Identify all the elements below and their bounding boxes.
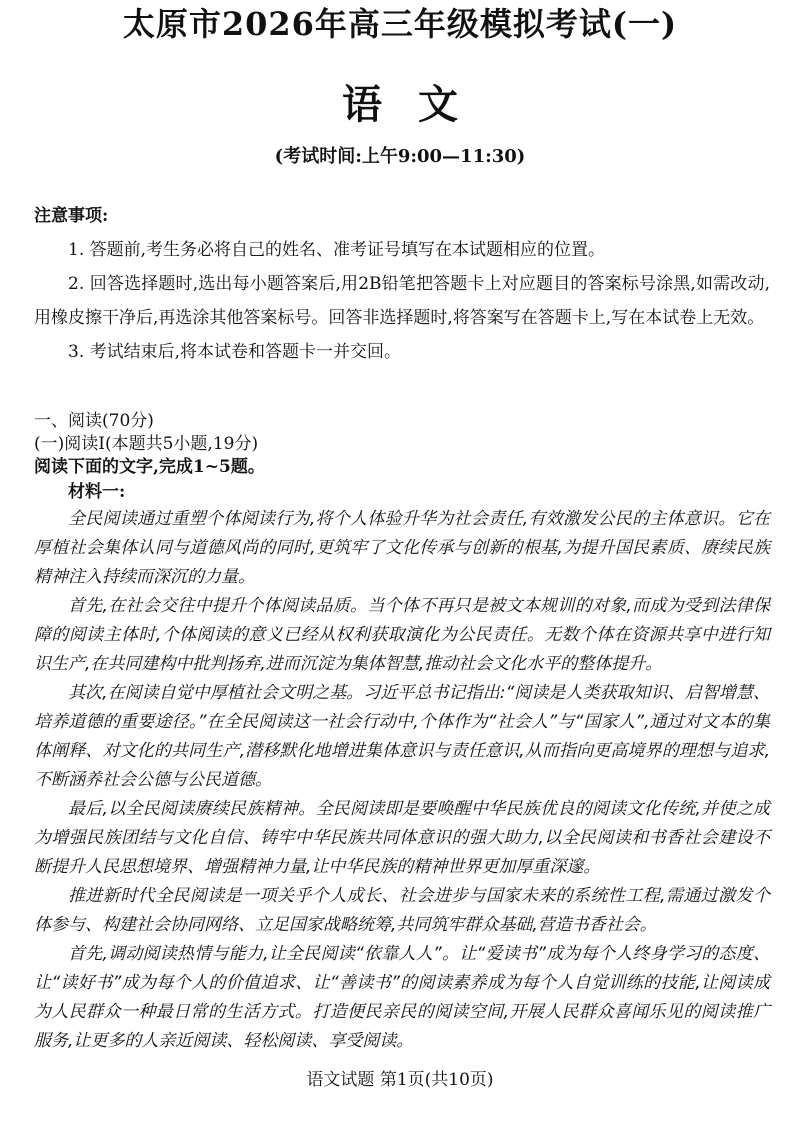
page-footer: 语文试题 第1页(共10页) bbox=[306, 1070, 494, 1090]
part-heading: 一、阅读(70分) bbox=[34, 411, 154, 431]
notice-item-3: 3. 考试结束后,将本试卷和答题卡一并交回。 bbox=[68, 342, 402, 362]
notice-item-2: 2. 回答选择题时,选出每小题答案后,用2B铅笔把答题卡上对应题目的答案标号涂黑,如需改动,用橡皮擦干净后,再选涂其他答案标号。回答非选择题时,将答案写在答题卡上,写在本试卷上无效。 bbox=[34, 274, 770, 328]
reading-instruction: 阅读下面的文字,完成1~5题。 bbox=[34, 457, 265, 477]
notes-heading: 注意事项: bbox=[34, 206, 109, 226]
exam-title: 太原市2026年高三年级模拟考试(一) bbox=[122, 5, 678, 43]
paragraph: 首先,在社会交往中提升个体阅读品质。当个体不再只是被文本规训的对象,而成为受到法律保障的阅读主体时,个体阅读的意义已经从权利获取演化为公民责任。无数个体在资源共享中进行知识生产,在共同建构中批判扬弃,进而沉淀为集体智慧,推动社会文化水平的整体提升。 bbox=[34, 596, 770, 674]
paragraph: 全民阅读通过重塑个体阅读行为,将个人体验升华为社会责任,有效激发公民的主体意识。它在厚植社会集体认同与道德风尚的同时,更筑牢了文化传承与创新的根基,为提升国民素质、赓续民族精神注入持续而深沉的力量。 bbox=[34, 509, 770, 587]
paragraph: 首先,调动阅读热情与能力,让全民阅读“依靠人人”。让“爱读书”成为每个人终身学习的态度、让“读好书”成为每个人的价值追求、让“善读书”的阅读素养成为每个人自觉训练的技能,让阅读成为人民群众一种最日常的生活方式。打造便民亲民的阅读空间,开展人民群众喜闻乐见的阅读推广服务,让更多的人亲近阅读、轻松阅读、享受阅读。 bbox=[34, 944, 770, 1051]
paragraph: 最后,以全民阅读赓续民族精神。全民阅读即是要唤醒中华民族优良的阅读文化传统,并使之成为增强民族团结与文化自信、铸牢中华民族共同体意识的强大助力,以全民阅读和书香社会建设不断提升人民思想境界、增强精神力量,让中华民族的精神世界更加厚重深邃。 bbox=[34, 799, 770, 877]
subject-title: 语文 bbox=[342, 81, 494, 128]
notice-item-1: 1. 答题前,考生务必将自己的姓名、准考证号填写在本试题相应的位置。 bbox=[68, 240, 606, 260]
reading-section bbox=[34, 410, 770, 1056]
paragraph: 推进新时代全民阅读是一项关乎个人成长、社会进步与国家未来的系统性工程,需通过激发个体参与、构建社会协同网络、立足国家战略统筹,共同筑牢群众基础,营造书香社会。 bbox=[34, 886, 770, 935]
paragraph: 其次,在阅读自觉中厚植社会文明之基。习近平总书记指出:“阅读是人类获取知识、启智增慧、培养道德的重要途径。”在全民阅读这一社会行动中,个体作为“社会人”与“国家人”,通过对文本的集体阐释、对文化的共同生产,潜移默化地增进集体意识与责任意识,从而指向更高境界的理想与追求,不断涵养社会公德与公民道德。 bbox=[34, 683, 770, 790]
exam-time: (考试时间:上午9:00—11:30) bbox=[274, 146, 526, 167]
notes-section bbox=[34, 203, 770, 369]
sub-part-heading: (一)阅读Ⅰ(本题共5小题,19分) bbox=[34, 434, 259, 454]
material-label: 材料一: bbox=[68, 482, 126, 502]
